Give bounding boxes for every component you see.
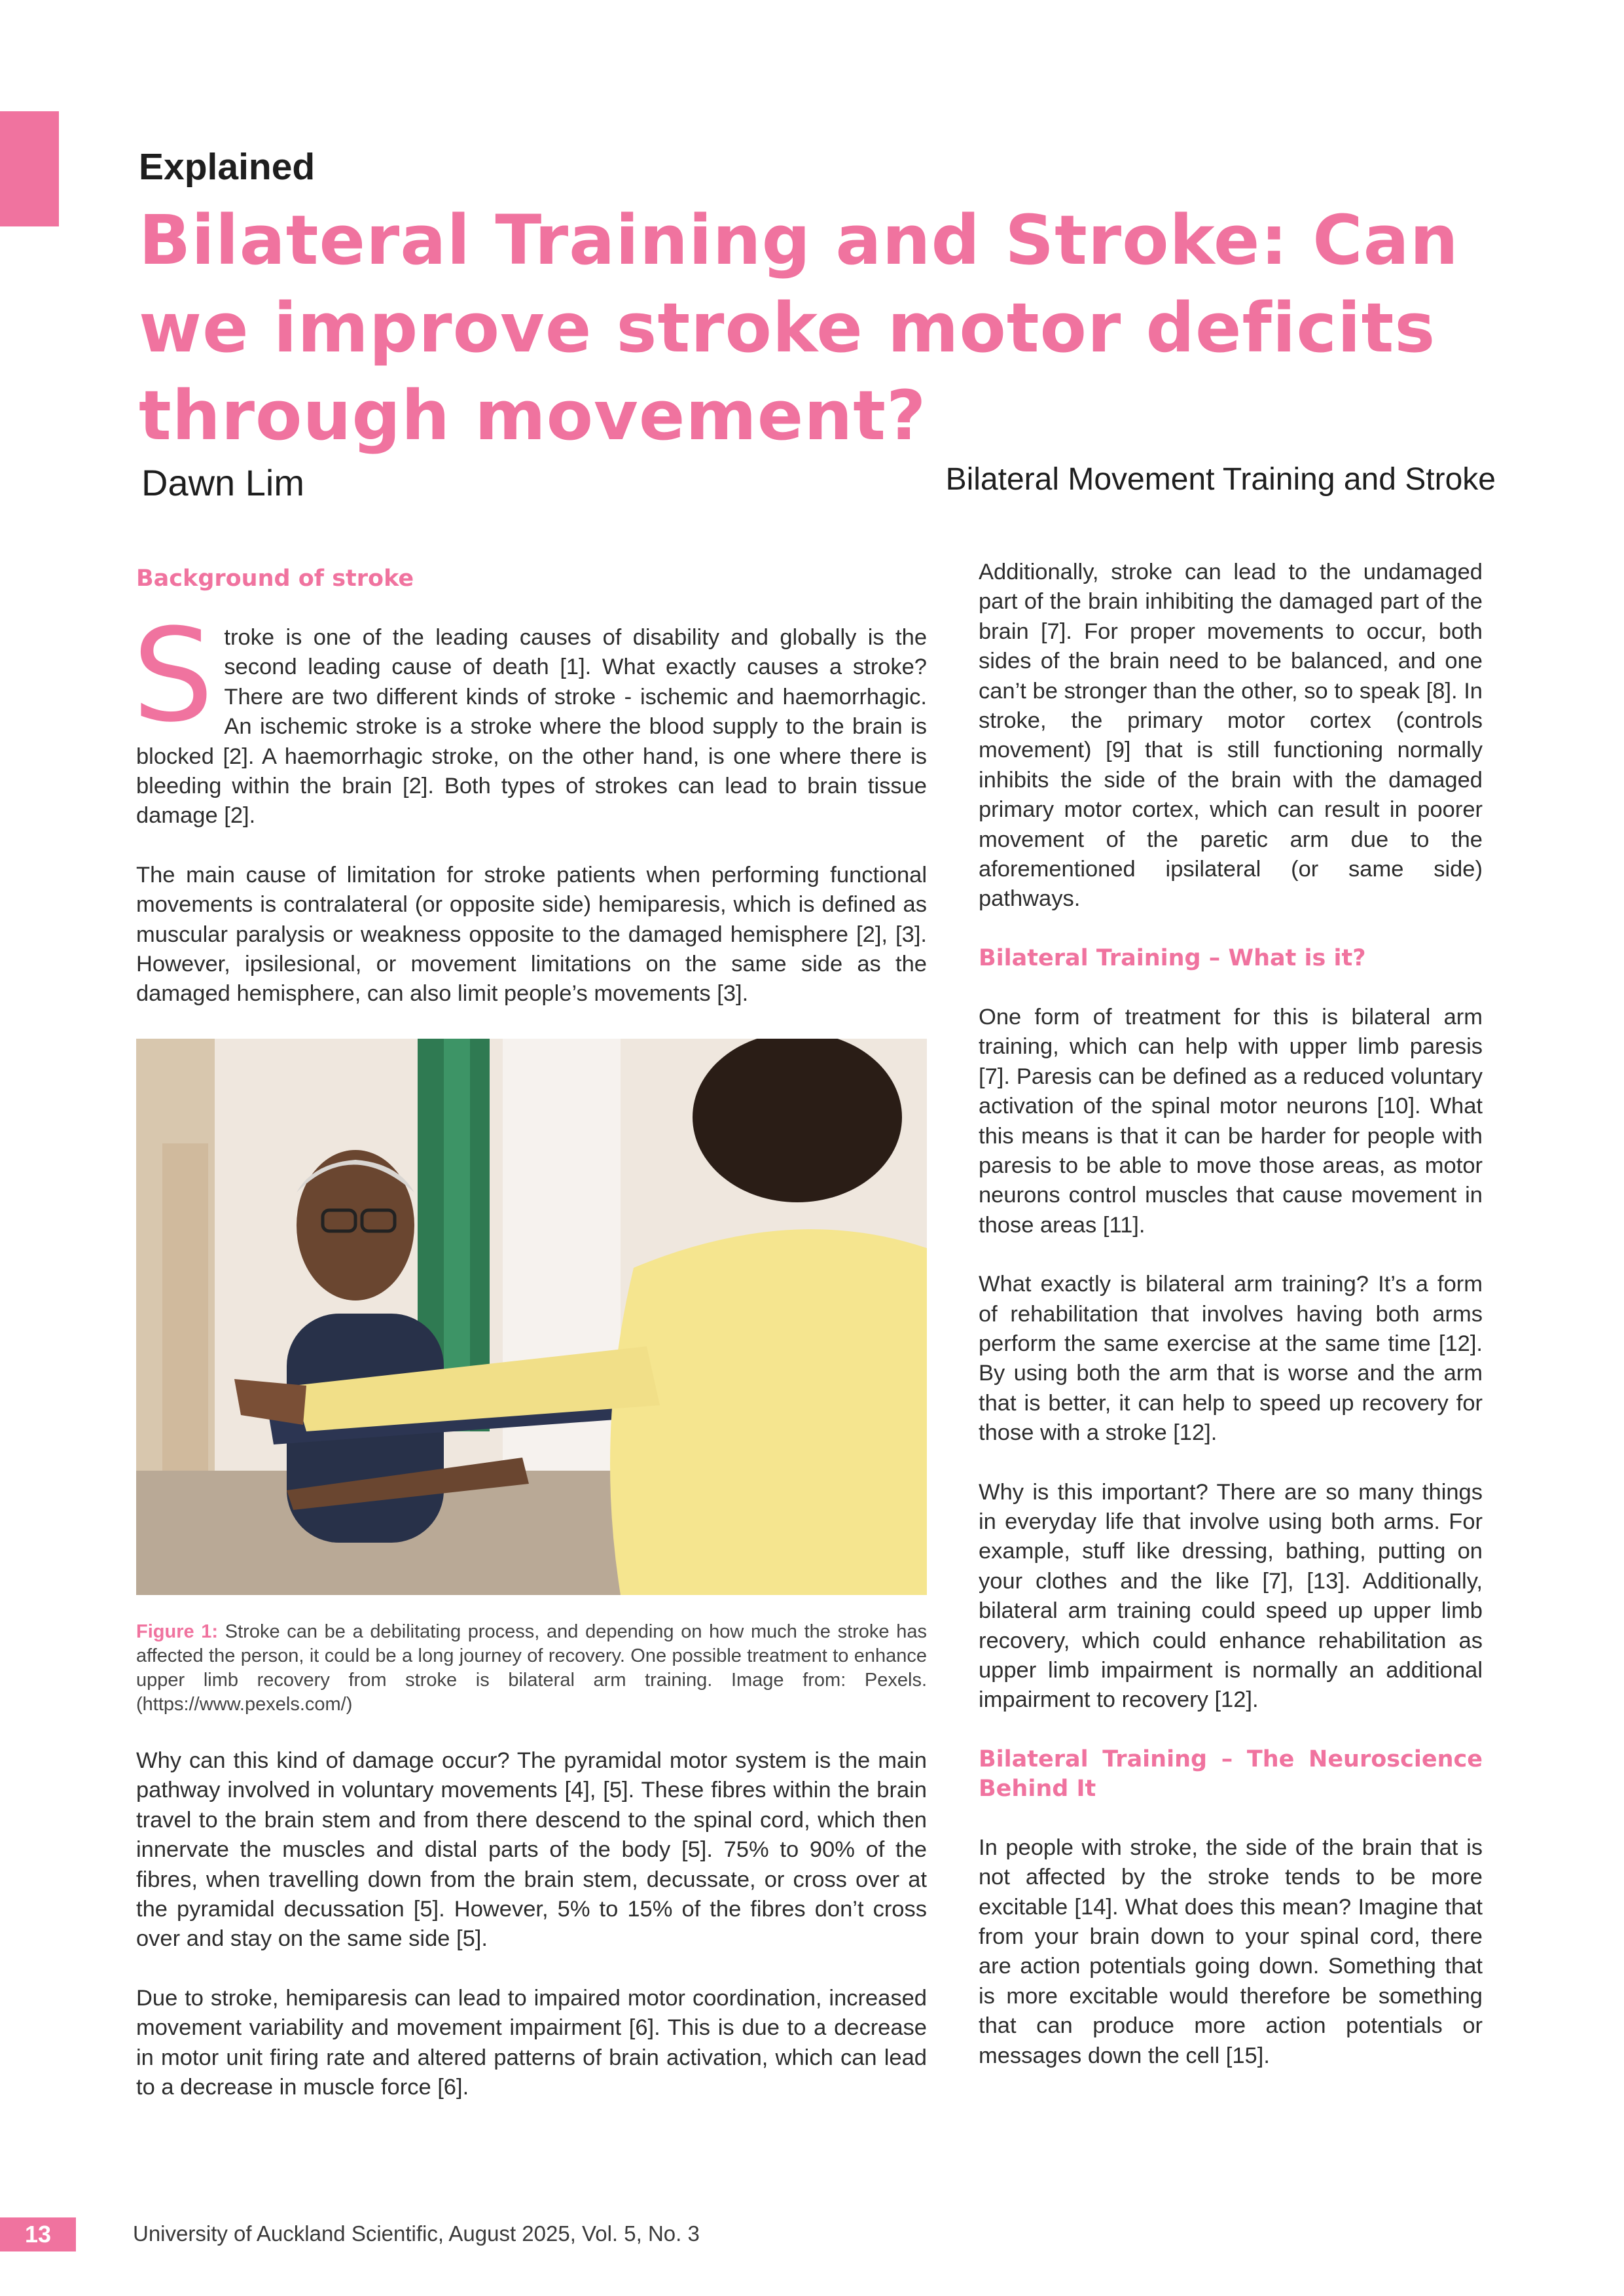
section-label: Explained <box>139 146 316 188</box>
right-column <box>979 558 1483 2100</box>
accent-bar <box>0 111 59 226</box>
rehab-exercise-illustration <box>136 1039 927 1595</box>
figure-1 <box>136 1039 927 1717</box>
figure-caption <box>136 1620 927 1717</box>
paragraph-treatment: One form of treatment for this is bilateral arm training, which can help with upper limb paresis [7]. Paresis can be defined as a reduced voluntary activation of the spinal motor neurons [10]. What this means is that it can be harder for people with paresis to be able to move those areas, as motor neurons control muscles that cause movement in those areas [11]. <box>979 1004 1483 1238</box>
heading-neuroscience: Bilateral Training – The Neuroscience Behind It <box>979 1746 1483 1802</box>
intro-text: troke is one of the leading causes of disability and globally is the second leading cause of death [1]. What exactly causes a stroke? There are two different kinds of stroke - ischemic and haemorrhagic. An ischemic stroke is a stroke where the blood supply to the brain is blocked [2]. A haemorrhagic stroke, on the other hand, is one where there is bleeding within the brain [2]. Both types of strokes can lead to brain tissue damage [2]. <box>136 625 927 829</box>
running-head: Bilateral Movement Training and Stroke <box>945 462 1496 497</box>
heading-background: Background of stroke <box>136 565 414 592</box>
paragraph-excitability: In people with stroke, the side of the brain that is not affected by the stroke tends to be more excitable [14]. What does this mean? Imagine that from your brain down to your spinal cord, there are action potentials going down. Something that is more excitable would therefore be something that can produce more action potentials or messages down the cell [15]. <box>979 1835 1483 2068</box>
figure-caption-text: Stroke can be a debilitating process, and depending on how much the stroke has affected the person, it could be a long journey of recovery. One possible treatment to enhance upper limb recovery from stroke is bilateral arm training. Image from: Pexels. (https://www.pexels.com/) <box>136 1621 927 1715</box>
author-name: Dawn Lim <box>141 462 304 503</box>
figure-photo <box>136 1039 927 1595</box>
paragraph-motor-coordination: Due to stroke, hemiparesis can lead to impaired motor coordination, increased movement variability and movement impairment [6]. This is due to a decrease in motor unit firing rate and altered patterns of brain activation, which can lead to a decrease in muscle force [6]. <box>136 1985 927 2100</box>
paragraph-hemiparesis: The main cause of limitation for stroke patients when performing functional movements is contralateral (or opposite side) hemiparesis, which is defined as muscular paralysis or weakness opposite to the damaged hemisphere [2], [3]. However, ipsilesional, or movement limitations on the same side as the damaged hemisphere, can also limit people’s movements [3]. <box>136 862 927 1007</box>
intro-paragraph <box>132 601 927 831</box>
page-number: 13 <box>0 2217 76 2251</box>
heading-what-is-it: Bilateral Training – What is it? <box>979 944 1366 971</box>
figure-label: Figure 1: <box>136 1621 219 1642</box>
paragraph-definition: What exactly is bilateral arm training? It’s a form of rehabilitation that involves having both arms perform the same exercise at the same time [12]. By using both the arm that is worse and the arm that is better, it can help to speed up recovery for those with a stroke [12]. <box>979 1272 1483 1446</box>
left-column <box>132 564 927 2132</box>
paragraph-inhibition: Additionally, stroke can lead to the undamaged part of the brain inhibiting the damaged part of the brain [7]. For proper movements to occur, both sides of the brain need to be balanced, and one can’t be stronger than the other, so to speak [8]. In stroke, the primary motor cortex (controls movement) [9] that is still functioning normally inhibits the side of the brain with the damaged primary motor cortex, which can result in poorer movement of the paretic arm due to the aforementioned ipsilateral (or same side) pathways. <box>979 560 1483 912</box>
journal-citation: University of Auckland Scientific, August 2025, Vol. 5, No. 3 <box>133 2221 700 2246</box>
paragraph-pyramidal: Why can this kind of damage occur? The pyramidal motor system is the main pathway involved in voluntary movements [4], [5]. These fibres within the brain travel to the brain stem and from there descend to the spinal cord, which then innervate the muscles and distal parts of the body [5]. 75% to 90% of the fibres, when travelling down from the brain stem, decussate, or cross over at the pyramidal decussation [5]. However, 5% to 15% of the fibres don’t cross over and stay on the same side [5]. <box>136 1748 927 1952</box>
drop-cap: S <box>132 601 214 751</box>
paragraph-importance: Why is this important? There are so many things in everyday life that involve using both arms. For example, stuff like dressing, bathing, putting on your clothes and the like [7], [13]. Additionally, bilateral arm training could speed up upper limb recovery, which could enhance rehabilitation as upper limb impairment is normally an additional impairment to recovery [12]. <box>979 1479 1483 1713</box>
article-title: Bilateral Training and Stroke: Can we improve stroke motor deficits through movement? <box>139 200 1459 456</box>
